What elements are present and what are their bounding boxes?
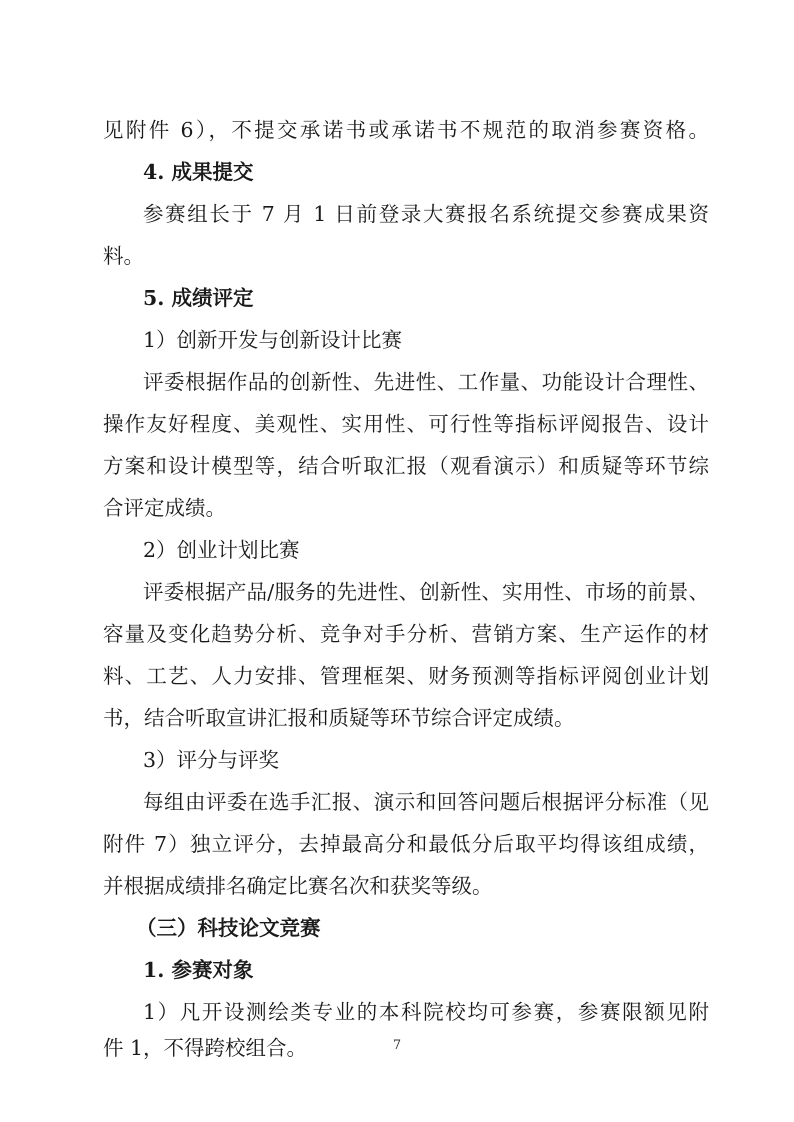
paragraph-line: 书，结合听取宣讲汇报和质疑等环节综合评定成绩。 — [103, 706, 575, 730]
paragraph-line: 并根据成绩排名确定比赛名次和获奖等级。 — [103, 874, 493, 898]
paragraph-line: 附件 7）独立评分，去掉最高分和最低分后取平均得该组成绩， — [103, 832, 709, 856]
paragraph-line: 件 1，不得跨校组合。 — [103, 1036, 308, 1060]
paragraph-line: 容量及变化趋势分析、竞争对手分析、营销方案、生产运作的材 — [103, 622, 709, 646]
paragraph-line: 料、工艺、人力安排、管理框架、财务预测等指标评阅创业计划 — [103, 664, 709, 688]
paragraph-line: 每组由评委在选手汇报、演示和回答问题后根据评分标准（见 — [143, 790, 709, 814]
paragraph-line: 操作友好程度、美观性、实用性、可行性等指标评阅报告、设计 — [103, 412, 709, 436]
paragraph-line: 评委根据作品的创新性、先进性、工作量、功能设计合理性、 — [143, 370, 709, 394]
section-heading: 4. 成果提交 — [143, 160, 254, 184]
paragraph-line: 评委根据产品/服务的先进性、创新性、实用性、市场的前景、 — [143, 580, 709, 604]
section-heading: 5. 成绩评定 — [143, 286, 254, 310]
paragraph-line: 参赛组长于 7 月 1 日前登录大赛报名系统提交参赛成果资 — [143, 202, 709, 226]
paragraph-line: 合评定成绩。 — [103, 496, 226, 520]
page-number: 7 — [392, 1038, 402, 1053]
section-heading: （三）科技论文竞赛 — [136, 916, 321, 940]
subsection-heading: 3）评分与评奖 — [143, 748, 280, 772]
paragraph-line: 见附件 6），不提交承诺书或承诺书不规范的取消参赛资格。 — [103, 118, 709, 142]
paragraph-line: 料。 — [103, 244, 144, 268]
paragraph-line: 方案和设计模型等，结合听取汇报（观看演示）和质疑等环节综 — [103, 454, 709, 478]
section-heading: 1. 参赛对象 — [143, 958, 254, 982]
paragraph-line: 1）凡开设测绘类专业的本科院校均可参赛，参赛限额见附 — [143, 1000, 709, 1024]
subsection-heading: 1）创新开发与创新设计比赛 — [143, 328, 403, 352]
subsection-heading: 2）创业计划比赛 — [143, 538, 300, 562]
